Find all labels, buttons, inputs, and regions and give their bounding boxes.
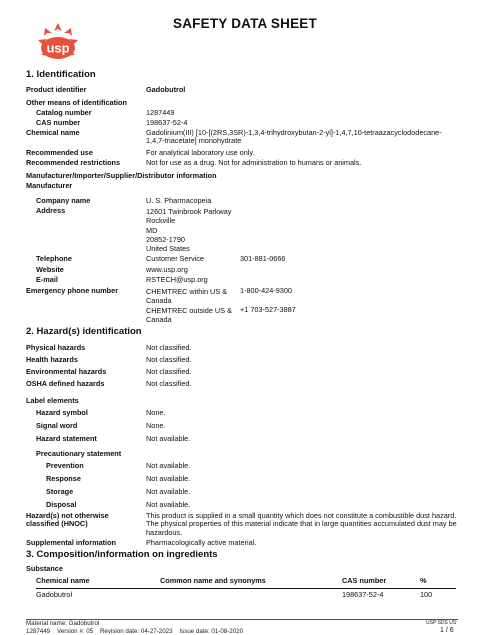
document-title: SAFETY DATA SHEET	[173, 16, 317, 31]
physical-hazards-label: Physical hazards	[26, 343, 86, 352]
company-name-label: Company name	[36, 196, 91, 205]
hnoc-label: Hazard(s) not otherwise classified (HNOC)	[26, 511, 109, 529]
section-3-heading: 3. Composition/information on ingredients	[26, 549, 218, 560]
osha-hazards-value: Not classified.	[146, 379, 192, 388]
catalog-number-value: 1287449	[146, 108, 175, 117]
chemtrec-within-label: CHEMTREC within US & Canada	[146, 287, 228, 306]
telephone-label: Telephone	[36, 254, 72, 263]
chemical-name-value: Gadolinium(III) [10-[(2RS,3SR)-1,3,4-trihydroxybutan-2-yl]-1,4,7,10-tetraazacyclododecane- 1,4,7-triacetate] monohydrate	[146, 128, 442, 146]
column-header: Common name and synonyms	[160, 576, 266, 585]
email-link[interactable]: RSTECH@usp.org	[146, 275, 208, 284]
storage-value: Not available.	[146, 487, 191, 496]
table-cell: Gadobutrol	[36, 590, 73, 599]
footer-doc-info: 1287449 Version #: 05 Revision date: 04-27-2023 Issue date: 01-08-2020	[26, 628, 244, 635]
substance-label: Substance	[26, 564, 63, 573]
label-elements-label: Label elements	[26, 396, 79, 405]
supplemental-info-label: Supplemental information	[26, 538, 116, 547]
cas-number-label: CAS number	[36, 118, 81, 127]
hazard-statement-label: Hazard statement	[36, 434, 97, 443]
chemtrec-outside-value: +1 703-527-3887	[240, 305, 296, 314]
environmental-hazards-label: Environmental hazards	[26, 367, 107, 376]
physical-hazards-value: Not classified.	[146, 343, 192, 352]
cas-number-value: 198637-52-4	[146, 118, 188, 127]
product-identifier-value: Gadobutrol	[146, 85, 186, 94]
other-means-label: Other means of identification	[26, 98, 127, 107]
logo-text: usp	[46, 40, 70, 56]
hazard-statement-value: Not available.	[146, 434, 191, 443]
column-header: CAS number	[342, 576, 387, 585]
disposal-label: Disposal	[46, 500, 77, 509]
manufacturer-label: Manufacturer	[26, 181, 73, 190]
table-cell: 100	[420, 590, 433, 599]
chemtrec-outside-label: CHEMTREC outside US & Canada	[146, 306, 232, 325]
table-cell: 198637-52-4	[342, 590, 384, 599]
signal-word-label: Signal word	[36, 421, 78, 430]
emergency-phone-label: Emergency phone number	[26, 286, 119, 295]
address-value: 12601 Twinbrook Parkway Rockville MD 20852-1790 United States	[146, 207, 232, 254]
company-name-value: U. S. Pharmacopeia	[146, 196, 212, 205]
hazard-symbol-label: Hazard symbol	[36, 408, 88, 417]
signal-word-value: None.	[146, 421, 166, 430]
composition-table-header	[36, 576, 456, 589]
prevention-label: Prevention	[46, 461, 84, 470]
website-label: Website	[36, 265, 64, 274]
section-1-heading: 1. Identification	[26, 69, 96, 80]
disposal-value: Not available.	[146, 500, 191, 509]
hnoc-value: This product is supplied in a small quantity which does not constitute a combustible dust hazard. The physical properties of this material indicate that in large quantities accumulated dust may be hazardous.	[146, 511, 457, 537]
column-header: %	[420, 576, 427, 585]
precautionary-statement-label: Precautionary statement	[36, 449, 122, 458]
website-link[interactable]: www.usp.org	[146, 265, 188, 274]
response-value: Not available.	[146, 474, 191, 483]
table-row	[36, 591, 456, 601]
email-label: E-mail	[36, 275, 58, 284]
telephone-service: Customer Service	[146, 254, 204, 263]
hazard-symbol-value: None.	[146, 408, 166, 417]
column-header: Chemical name	[36, 576, 90, 585]
health-hazards-value: Not classified.	[146, 355, 192, 364]
page-number: 1 / 6	[440, 627, 454, 634]
recommended-restrictions-label: Recommended restrictions	[26, 158, 121, 167]
manufacturer-info-label: Manufacturer/Importer/Supplier/Distributor information	[26, 171, 217, 180]
environmental-hazards-value: Not classified.	[146, 367, 192, 376]
footer-sds-code: USP SDS US	[426, 620, 457, 626]
telephone-number: 301-881-0666	[240, 254, 286, 263]
section-2-heading: 2. Hazard(s) identification	[26, 326, 142, 337]
recommended-restrictions-value: Not for use as a drug. Not for administration to humans or animals.	[146, 158, 362, 167]
storage-label: Storage	[46, 487, 74, 496]
prevention-value: Not available.	[146, 461, 191, 470]
response-label: Response	[46, 474, 81, 483]
product-identifier-label: Product identifier	[26, 85, 87, 94]
recommended-use-value: For analytical laboratory use only.	[146, 148, 255, 157]
supplemental-info-value: Pharmacologically active material.	[146, 538, 257, 547]
health-hazards-label: Health hazards	[26, 355, 78, 364]
recommended-use-label: Recommended use	[26, 148, 93, 157]
footer-material-name: Material name: Gadobutrol	[26, 620, 100, 627]
chemical-name-label: Chemical name	[26, 128, 80, 137]
catalog-number-label: Catalog number	[36, 108, 92, 117]
osha-hazards-label: OSHA defined hazards	[26, 379, 105, 388]
address-label: Address	[36, 206, 66, 215]
chemtrec-within-value: 1-800-424-9300	[240, 286, 292, 295]
